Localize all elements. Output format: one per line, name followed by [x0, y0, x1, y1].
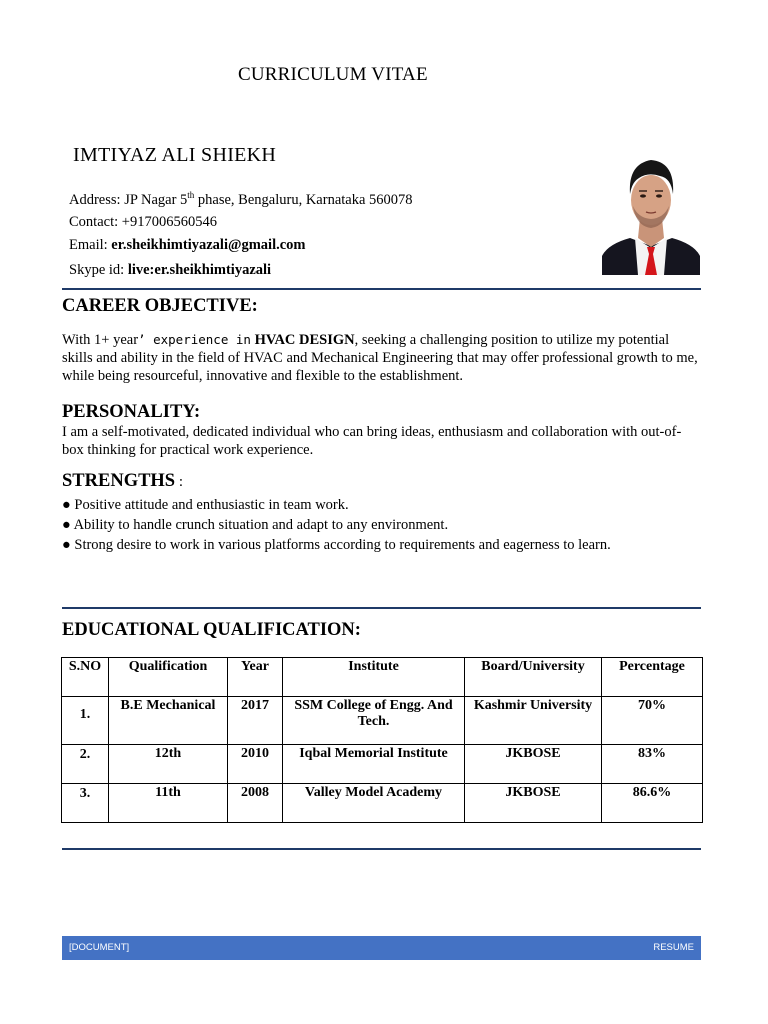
education-heading: EDUCATIONAL QUALIFICATION:	[62, 620, 361, 640]
skype-line	[69, 262, 271, 279]
cell-percentage: 70%	[602, 697, 703, 745]
career-objective-highlight: HVAC DESIGN	[250, 332, 355, 348]
contact-value: +917006560546	[121, 214, 217, 230]
table-row	[62, 697, 703, 745]
cell-qualification: 11th	[109, 784, 228, 823]
cell-qualification: B.E Mechanical	[109, 697, 228, 745]
strength-item: ● Ability to handle crunch situation and adapt to any environment.	[62, 517, 449, 533]
address-value-post: phase, Bengaluru, Karnataka 560078	[194, 191, 413, 208]
cell-percentage: 83%	[602, 745, 703, 784]
column-header-sno: S.NO	[62, 658, 109, 697]
career-objective-text-2: , seeking a challenging position to utilize my potential skills and ability in the field of HVAC and Mechanical Engineering that may offer professional growth to me, while being resourceful, innovative and flexible to the establishment.	[62, 332, 698, 384]
cell-board: JKBOSE	[465, 784, 602, 823]
section-divider-bottom	[62, 848, 701, 850]
career-objective-heading: CAREER OBJECTIVE:	[62, 296, 258, 316]
cell-board: JKBOSE	[465, 745, 602, 784]
candidate-name: IMTIYAZ ALI SHIEKH	[73, 144, 277, 166]
strength-item: ● Strong desire to work in various platforms according to requirements and eagerness to learn.	[62, 537, 611, 553]
section-divider-middle	[62, 607, 701, 609]
skype-label: Skype id:	[69, 262, 128, 278]
cell-institute: SSM College of Engg. And Tech.	[283, 697, 465, 745]
strengths-heading-colon: :	[175, 474, 184, 490]
footer-right-label: RESUME	[653, 942, 694, 953]
contact-line	[69, 214, 217, 231]
cell-board: Kashmir University	[465, 697, 602, 745]
page-footer	[62, 936, 701, 960]
email-line	[69, 237, 305, 254]
address-label: Address:	[69, 191, 125, 208]
cell-percentage: 86.6%	[602, 784, 703, 823]
column-header-board: Board/University	[465, 658, 602, 697]
cell-sno: 1.	[62, 697, 109, 745]
career-objective-text	[62, 331, 702, 385]
address-value-sup: th	[187, 190, 195, 200]
personality-heading: PERSONALITY:	[62, 402, 201, 422]
column-header-qualification: Qualification	[109, 658, 228, 697]
table-row	[62, 784, 703, 823]
email-value[interactable]: er.sheikhimtiyazali@gmail.com	[111, 237, 306, 253]
table-row	[62, 745, 703, 784]
career-objective-text-mono: ’ experience in	[138, 332, 251, 347]
career-objective-text-1: With 1+ year	[62, 332, 139, 348]
cell-year: 2008	[228, 784, 283, 823]
cell-year: 2017	[228, 697, 283, 745]
email-label: Email:	[69, 237, 112, 253]
column-header-year: Year	[228, 658, 283, 697]
cell-sno: 2.	[62, 745, 109, 784]
profile-photo	[602, 148, 700, 275]
address-value-pre: JP Nagar 5	[124, 191, 188, 208]
personality-text: I am a self-motivated, dedicated individual who can bring ideas, enthusiasm and collaboration with out-of-box thinking for practical work experience.	[62, 424, 682, 458]
strengths-heading	[62, 471, 183, 492]
cell-sno: 3.	[62, 784, 109, 823]
cell-qualification: 12th	[109, 745, 228, 784]
section-divider-top	[62, 288, 701, 290]
document-title: CURRICULUM VITAE	[238, 64, 428, 85]
skype-value: live:er.sheikhimtiyazali	[127, 262, 272, 278]
table-header-row	[62, 658, 703, 697]
address-line	[69, 190, 413, 209]
cell-institute: Valley Model Academy	[283, 784, 465, 823]
contact-label: Contact:	[69, 214, 122, 230]
column-header-institute: Institute	[283, 658, 465, 697]
column-header-percentage: Percentage	[602, 658, 703, 697]
cell-institute: Iqbal Memorial Institute	[283, 745, 465, 784]
footer-left-label: [DOCUMENT]	[69, 942, 130, 953]
education-table	[61, 657, 703, 823]
cell-year: 2010	[228, 745, 283, 784]
strength-item: ● Positive attitude and enthusiastic in team work.	[62, 497, 349, 513]
strengths-heading-text: STRENGTHS	[62, 471, 176, 491]
